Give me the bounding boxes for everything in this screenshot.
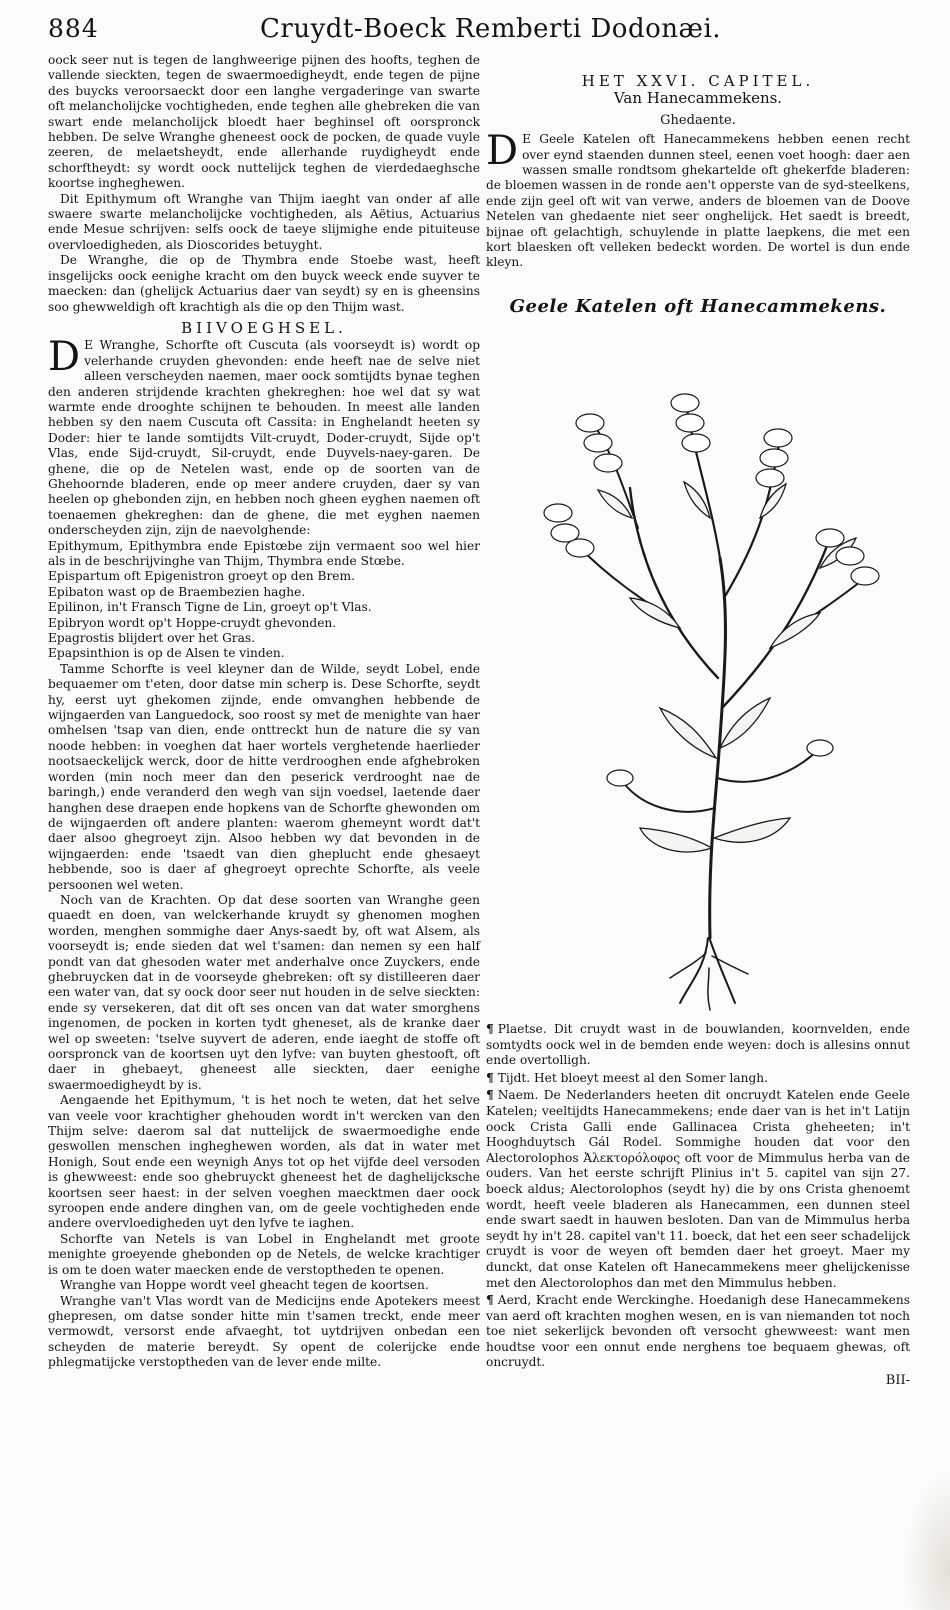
list-item: Epispartum oft Epigenistron groeyt op den Brem. — [48, 569, 355, 584]
chapter-title: Van Hanecammekens. — [613, 89, 783, 108]
note-text: Plaetse. Dit cruydt wast in de bouwlanden, koornvelden, ende somtydts oock wel in de bemden ende weyen: doch is allesins onnut ende overtolligh. — [486, 1022, 910, 1068]
note-text: Naem. De Nederlanders heeten dit oncruydt Katelen ende Geele Katelen; veeltijdts Hanecammekens; ende daer van is het in't Latijn oock Crista Galli ende Gallinacea Crista gheheeten; in't Hooghduytsch Gál Rodel. Sommighe houden dat voor den Alectorolophos Ἀλεκτορόλοφος oft voor de Mimmulus herba van de ouders. Van het eerste schrijft Plinius in't 5. capitel van sijn 27. boeck aldus; Alectorolophos (seydt hy) die by ons Crista ghenoemt wordt, heeft veele bladeren als Hanecammen, een dunnen steel ende swart saedt in hauwen besloten. Dan van de Mimmulus herba seydt hy in't 28. capitel van't 11. boeck, dat het een seer schadelijck cruydt is voor de weyen oft bemden daer het groeyt. Maer my dunckt, dat onse Katelen oft Hanecammekens meer ghelijckenisse met den Alectorolophos dan met den Mimmulus hebben. — [486, 1088, 910, 1290]
running-title: Cruydt-Boeck Remberti Dodonæi. — [260, 14, 722, 44]
paragraph: Noch van de Krachten. Op dat dese soorten van Wranghe geen quaedt en doen, van welckerhande kruydt sy ghenomen moghen worden, menghen sommighe daer Anys-saedt by, oft wat Alsem, als voorseydt is; ende sieden dat wel t'samen: dan nemen sy een half pondt van dat ghesoden water met anderhalve once Zuyckers, ende ghebruycken dat in de voorseyde ghebreken: oft sy distilleeren daer een water van, dat sy oock door seer nut houden in de selve sieckten: ende sy versekeren, dat dit oft ses oncen van dat water smorghens ingenomen, de pocken in korten tydt gheneset, als de kranke daer wel op sweeten: 'tselve suyvert de aderen, ende iaeght de stoffe oft oorspronck van de koortsen uyt den lyfve: van buyten ghestooft, oft daer in ghebaeyt, gheneest alle sieckten, daer eenighe swaermoedigheydt by is. — [48, 892, 480, 1092]
page-header — [0, 14, 950, 48]
left-column — [48, 53, 480, 1371]
pilcrow-icon: ¶ — [486, 1070, 494, 1085]
note-text: Aerd, Kracht ende Werckinghe. Hoedanigh dese Hanecammekens van aerd oft krachten moghen wesen, en is van niemanden tot noch toe niet sekerlijck bevonden oft versocht ghewweest: want men houdtse voor een onnut ende nerghens toe bequaem ghewas, oft oncruydt. — [486, 1293, 910, 1370]
paragraph: oock seer nut is tegen de langhweerige pijnen des hoofts, teghen de vallende sieckten, tegen de swaermoedigheydt, ende tegen de pijne des buycks veroorsaeckt door een langhe vergaderinge van swarte oft melancholijcke vochtigheden, ende teghen alle ghebreken die van swart ende melancholijck bloedt haer beghinsel oft oorspronck hebben. De selve Wranghe gheneest oock de pocken, de quade vuyle zeeren, de melaetsheydt, ende allerhande ruydigheydt ende schorftheydt: sy wordt oock nuttelijck teghen de vierdedaeghsche koortse ingheghewen. — [48, 53, 480, 191]
note-plaetse — [486, 1022, 910, 1069]
plant-illustration — [520, 378, 900, 1018]
right-column-notes — [486, 1022, 910, 1389]
list-item: Epagrostis blijdert over het Gras. — [48, 631, 256, 646]
drop-cap: D — [48, 334, 81, 381]
illustration-caption: Geele Katelen oft Hanecammekens. — [509, 295, 887, 317]
paragraph: Aengaende het Epithymum, 't is het noch te weten, dat het selve van veele voor krachtigher ghehouden wordt in't wercken van den Thijm selve: daerom sal dat nuttelijck de swaermoedighe ende geswollen menschen ingheghewen worden, als dat in water met Honigh, Sout ende een weynigh Anys tot op het vijfde deel versoden is ghewweest: ende soo ghebruyckt gheneest het de daghelijcksche koortsen seer haest: in der selven voeghen maecktmen daer oock syroopen ende andere dinghen van, om de geele vochtigheden ende andere overvloedigheden uyt den lyfve te iaghen. — [48, 1093, 480, 1231]
paragraph: Schorfte van Netels is van Lobel in Enghelandt met groote menighte groeyende ghebonden op de Netels, de welcke krachtiger is om te doen water maecken ende de verstoptheden te openen. — [48, 1231, 480, 1277]
pilcrow-icon: ¶ — [486, 1022, 494, 1036]
list-item: Epilinon, in't Fransch Tigne de Lin, groeyt op't Vlas. — [48, 600, 372, 615]
pilcrow-icon: ¶ — [486, 1088, 494, 1103]
page-number: 884 — [48, 14, 99, 43]
catchword: BII- — [885, 1373, 910, 1389]
note-naem — [486, 1088, 910, 1291]
paragraph-text: E Wranghe, Schorfte oft Cuscuta (als voorseydt is) wordt op velerhande cruyden ghevonden: ende heeft nae de selve niet alleen verscheyden naemen, maer oock somtijdts bynae teghen den anderen strijdende krachten ghekreghen: hoe wel dat sy wat warmte ende drooghte schijnen te behouden. In meest alle landen hebben sy den naem Cuscuta oft Cassita: in Enghelandt heeten sy Doder: hier te lande somtijdts Vilt-cruydt, Doder-cruydt, Sijde op't Vlas, ende Sijd-cruydt, Sil-cruydt, ende Duyvels-naey-garen. De ghene, die op de Netelen wast, ende op de soorten van de Ghehoornde bladeren, ende op meer andere cruyden, daer sy van heelen op ghebonden zijn, en hebben noch gheen eyghen naemen oft toenaemen ghekreghen: dan de ghene, die met eyghen naemen onderscheyden zijn, zijn de naevolghende: — [48, 338, 480, 538]
paragraph: Dit Epithymum oft Wranghe van Thijm iaeght van onder af alle swaere swarte melancholijcke vochtigheden, als Aëtius, Actuarius ende Mesue schrijven: selfs oock de taeye slijmighe ende pituiteuse overvloedigheden, als Dioscorides betuyght. — [48, 191, 480, 252]
paragraph: Tamme Schorfte is veel kleyner dan de Wilde, seydt Lobel, ende bequaemer om t'eten, door datse min scherp is. Dese Schorfte, seydt hy, eerst uyt ghekomen zijnde, ende omvanghen hebbende de wijngaerden van Languedock, soo roost sy met de menighte van haer omhelsen 'tsap van dien, ende onttreckt hun de nature die sy van noode hebben: in voeghen dat haer wortels verghetende haerlieder nootsaeckelijck werck, door de hitte verdrooghen ende afghebroken worden (min noch meer dan den peserick verdrooght nae de baringh,) ende veranderd den wegh van sijn voedsel, laetende daer hanghen dese draepen ende hopkens van de Schorfte ghewonden om de wijngaerden oft andere planten: waerom ghemeynt wordt dat't daer alsoo ghegroeyt zijn. Alsoo hebben wy dat bevonden in de wijngaerden: ende 'tsaedt van dien gheplucht ende ghesaeyt hebbende, soo is daer af ghegroeyt oprechte Schorfte, als veele persoonen wel weten. — [48, 661, 480, 892]
note-text: Tijdt. Het bloeyt meest al den Somer langh. — [497, 1070, 769, 1085]
note-tijdt — [486, 1071, 910, 1087]
chapter-heading: HET XXVI. CAPITEL. — [581, 72, 815, 90]
section-heading: BIIVOEGHSEL. — [181, 318, 347, 337]
paragraph: Wranghe van Hoppe wordt veel gheacht tegen de koortsen. — [60, 1278, 429, 1293]
paragraph-text: E Geele Katelen oft Hanecammekens hebben eenen recht over eynd staenden dunnen steel, eenen voet hoogh: daer aen wassen smalle rondtsom ghekartelde oft ghekerfde bladeren: de bloemen wassen in de ronde aen't opperste van de syd-steelkens, ende zijn geel oft wit van verwe, anders de bloemen van de Doove Netelen van ghedaente niet seer onghelijck. Het saedt is breedt, bijnae oft gelachtigh, schuylende in platte laepkens, die met een kort blaesken oft velleken bedeckt worden. De wortel is dun ende kleyn. — [486, 132, 910, 270]
list-item: Epithymum, Epithymbra ende Epistœbe zijn vermaent soo wel hier als in de beschrijvinghe van Thijm, Thymbra ende Stœbe. — [48, 538, 480, 568]
drop-cap: D — [486, 128, 519, 175]
paragraph — [48, 334, 480, 538]
paragraph: Wranghe van't Vlas wordt van de Medicijns ende Apotekers meest ghepresen, om datse sonder hitte min t'samen treckt, ende meer vermowdt, versorst ende afvaeght, tot uytdrijven onbedan een scheyden de materie bereydt. Sy opent de colerijcke ende phlegmatijcke verstoptheden van de lever ende milte. — [48, 1293, 480, 1370]
note-aerd — [486, 1293, 910, 1371]
right-column — [486, 68, 910, 317]
section-title: Ghedaente. — [660, 112, 736, 128]
list-item: Epapsinthion is op de Alsen te vinden. — [48, 646, 285, 661]
paragraph: De Wranghe, die op de Thymbra ende Stoebe wast, heeft insgelijcks oock eenighe kracht om den buyck weeck ende suyver te maecken: dan (ghelijck Actuarius daer van seydt) sy en is gheensins soo ghewweldigh oft krachtigh als die op den Thijm wast. — [48, 253, 480, 314]
list-item: Epibaton wast op de Braembezien haghe. — [48, 584, 306, 599]
pilcrow-icon: ¶ — [486, 1293, 494, 1308]
list-item: Epibryon wordt op't Hoppe-cruydt ghevonden. — [48, 615, 337, 630]
paper-stain — [904, 1470, 950, 1610]
paragraph — [486, 128, 910, 271]
